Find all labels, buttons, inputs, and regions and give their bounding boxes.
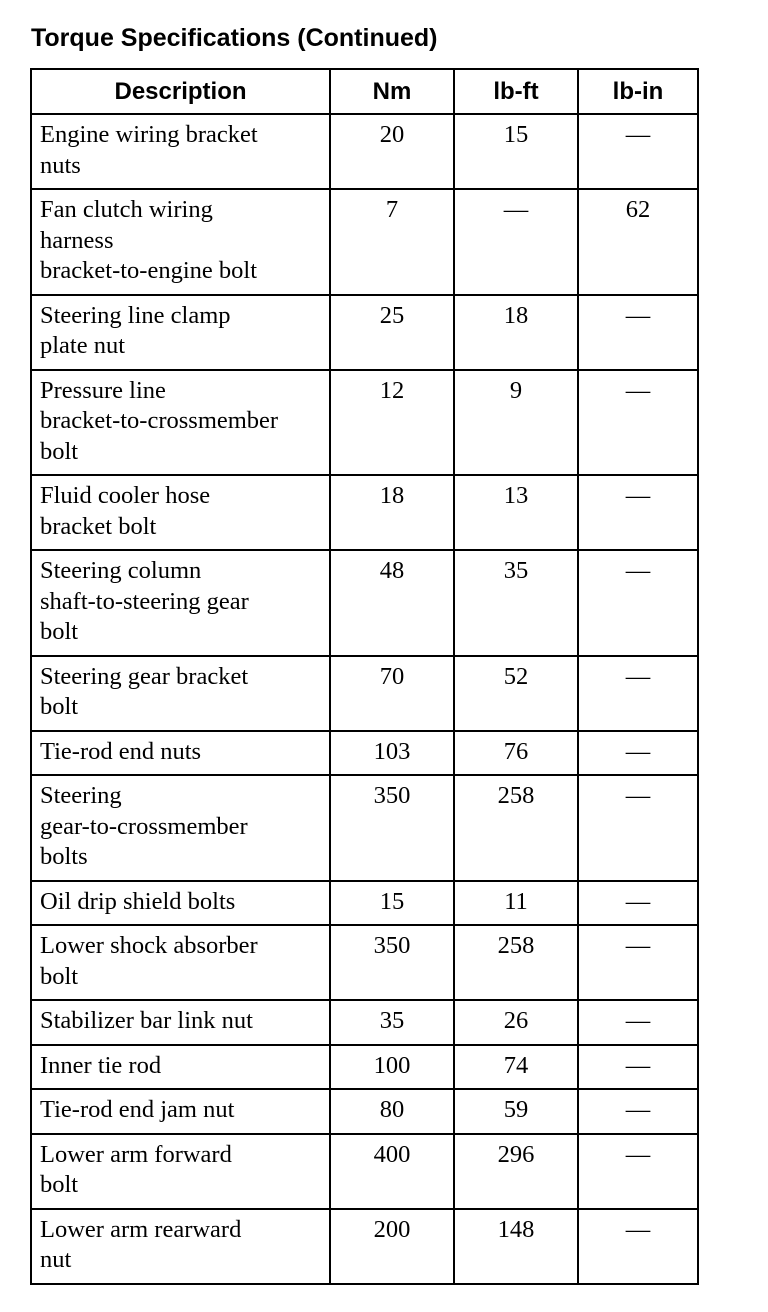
description-line: bracket-to-crossmember bbox=[40, 407, 279, 434]
nm-cell: 100 bbox=[330, 1045, 454, 1090]
description-line: Inner tie rod bbox=[40, 1051, 162, 1079]
lb-ft-cell: 76 bbox=[454, 731, 578, 776]
description-cell bbox=[31, 114, 330, 189]
lb-ft-cell: 258 bbox=[454, 925, 578, 1000]
table-row bbox=[31, 656, 698, 731]
description-line: bracket-to-engine bolt bbox=[40, 257, 258, 284]
lb-ft-cell: 59 bbox=[454, 1089, 578, 1134]
nm-cell: 12 bbox=[330, 370, 454, 476]
lb-in-cell: — bbox=[578, 1089, 698, 1134]
lb-ft-cell: 258 bbox=[454, 775, 578, 881]
table-row bbox=[31, 550, 698, 656]
nm-cell: 80 bbox=[330, 1089, 454, 1134]
description-cell bbox=[31, 656, 330, 731]
table-row bbox=[31, 1209, 698, 1284]
nm-cell: 7 bbox=[330, 189, 454, 295]
description-line: plate nut bbox=[40, 332, 126, 359]
header-nm: Nm bbox=[330, 69, 454, 114]
description-cell bbox=[31, 189, 330, 295]
page-title: Torque Specifications (Continued) bbox=[31, 24, 438, 52]
lb-in-cell: 62 bbox=[578, 189, 698, 295]
nm-cell: 103 bbox=[330, 731, 454, 776]
table-row bbox=[31, 1089, 698, 1134]
description-line: Oil drip shield bolts bbox=[40, 887, 236, 915]
table-row bbox=[31, 731, 698, 776]
nm-cell: 15 bbox=[330, 881, 454, 926]
table-row bbox=[31, 881, 698, 926]
nm-cell: 48 bbox=[330, 550, 454, 656]
lb-ft-cell: 148 bbox=[454, 1209, 578, 1284]
description-line: Steering gear bracket bbox=[40, 662, 249, 690]
description-line: gear-to-crossmember bbox=[40, 812, 248, 840]
description-line: shaft-to-steering gear bbox=[40, 587, 249, 615]
description-line: Steering bbox=[40, 782, 122, 809]
header-lb-ft: lb-ft bbox=[454, 69, 578, 114]
description-cell bbox=[31, 1209, 330, 1284]
description-line: Fluid cooler hose bbox=[40, 482, 211, 509]
lb-ft-cell: 11 bbox=[454, 881, 578, 926]
description-cell bbox=[31, 550, 330, 656]
table-row bbox=[31, 925, 698, 1000]
table-header-row bbox=[31, 69, 698, 114]
description-cell bbox=[31, 475, 330, 550]
lb-in-cell: — bbox=[578, 370, 698, 476]
lb-in-cell: — bbox=[578, 550, 698, 656]
lb-in-cell: — bbox=[578, 925, 698, 1000]
description-cell bbox=[31, 1089, 330, 1134]
description-cell bbox=[31, 731, 330, 776]
lb-in-cell: — bbox=[578, 114, 698, 189]
nm-cell: 20 bbox=[330, 114, 454, 189]
description-cell bbox=[31, 1134, 330, 1209]
lb-ft-cell: 9 bbox=[454, 370, 578, 476]
torque-spec-table bbox=[30, 68, 699, 1285]
description-line: bolt bbox=[40, 693, 79, 720]
table-row bbox=[31, 295, 698, 370]
lb-in-cell: — bbox=[578, 475, 698, 550]
table-row bbox=[31, 114, 698, 189]
description-line: bolt bbox=[40, 1171, 79, 1198]
table-row bbox=[31, 370, 698, 476]
description-line: Tie-rod end nuts bbox=[40, 737, 202, 765]
table-row bbox=[31, 1045, 698, 1090]
table-row bbox=[31, 1000, 698, 1045]
lb-in-cell: — bbox=[578, 881, 698, 926]
description-cell bbox=[31, 1000, 330, 1045]
lb-in-cell: — bbox=[578, 1134, 698, 1209]
description-cell bbox=[31, 925, 330, 1000]
table-row bbox=[31, 189, 698, 295]
nm-cell: 35 bbox=[330, 1000, 454, 1045]
nm-cell: 200 bbox=[330, 1209, 454, 1284]
description-line: Pressure line bbox=[40, 376, 166, 404]
description-line: Lower shock absorber bbox=[40, 932, 258, 959]
description-cell bbox=[31, 295, 330, 370]
table-row bbox=[31, 775, 698, 881]
lb-ft-cell: 35 bbox=[454, 550, 578, 656]
lb-ft-cell: 13 bbox=[454, 475, 578, 550]
description-line: nuts bbox=[40, 151, 81, 179]
nm-cell: 70 bbox=[330, 656, 454, 731]
lb-ft-cell: 15 bbox=[454, 114, 578, 189]
description-line: bolt bbox=[40, 437, 79, 465]
lb-in-cell: — bbox=[578, 1000, 698, 1045]
description-line: harness bbox=[40, 226, 114, 254]
lb-in-cell: — bbox=[578, 295, 698, 370]
lb-in-cell: — bbox=[578, 731, 698, 776]
description-line: bolt bbox=[40, 618, 79, 645]
table-row bbox=[31, 475, 698, 550]
lb-ft-cell: 52 bbox=[454, 656, 578, 731]
lb-ft-cell: 18 bbox=[454, 295, 578, 370]
description-cell bbox=[31, 1045, 330, 1090]
nm-cell: 400 bbox=[330, 1134, 454, 1209]
description-line: Fan clutch wiring bbox=[40, 196, 213, 223]
description-line: nut bbox=[40, 1246, 72, 1273]
nm-cell: 350 bbox=[330, 925, 454, 1000]
description-line: Steering column bbox=[40, 557, 202, 584]
lb-ft-cell: 74 bbox=[454, 1045, 578, 1090]
description-line: Lower arm rearward bbox=[40, 1215, 242, 1243]
description-cell bbox=[31, 370, 330, 476]
header-lb-in: lb-in bbox=[578, 69, 698, 114]
description-line: bracket bolt bbox=[40, 512, 157, 540]
lb-in-cell: — bbox=[578, 1209, 698, 1284]
nm-cell: 18 bbox=[330, 475, 454, 550]
lb-in-cell: — bbox=[578, 656, 698, 731]
description-line: Stabilizer bar link nut bbox=[40, 1007, 253, 1034]
nm-cell: 350 bbox=[330, 775, 454, 881]
table-body bbox=[31, 114, 698, 1284]
description-line: Engine wiring bracket bbox=[40, 121, 258, 148]
lb-ft-cell: 26 bbox=[454, 1000, 578, 1045]
lb-ft-cell: — bbox=[454, 189, 578, 295]
description-line: Steering line clamp bbox=[40, 301, 231, 329]
lb-in-cell: — bbox=[578, 1045, 698, 1090]
header-description: Description bbox=[31, 69, 330, 114]
description-line: Tie-rod end jam nut bbox=[40, 1096, 235, 1123]
table-row bbox=[31, 1134, 698, 1209]
description-line: bolts bbox=[40, 843, 88, 870]
nm-cell: 25 bbox=[330, 295, 454, 370]
lb-in-cell: — bbox=[578, 775, 698, 881]
description-cell bbox=[31, 775, 330, 881]
description-line: Lower arm forward bbox=[40, 1140, 232, 1168]
lb-ft-cell: 296 bbox=[454, 1134, 578, 1209]
description-line: bolt bbox=[40, 962, 79, 990]
description-cell bbox=[31, 881, 330, 926]
